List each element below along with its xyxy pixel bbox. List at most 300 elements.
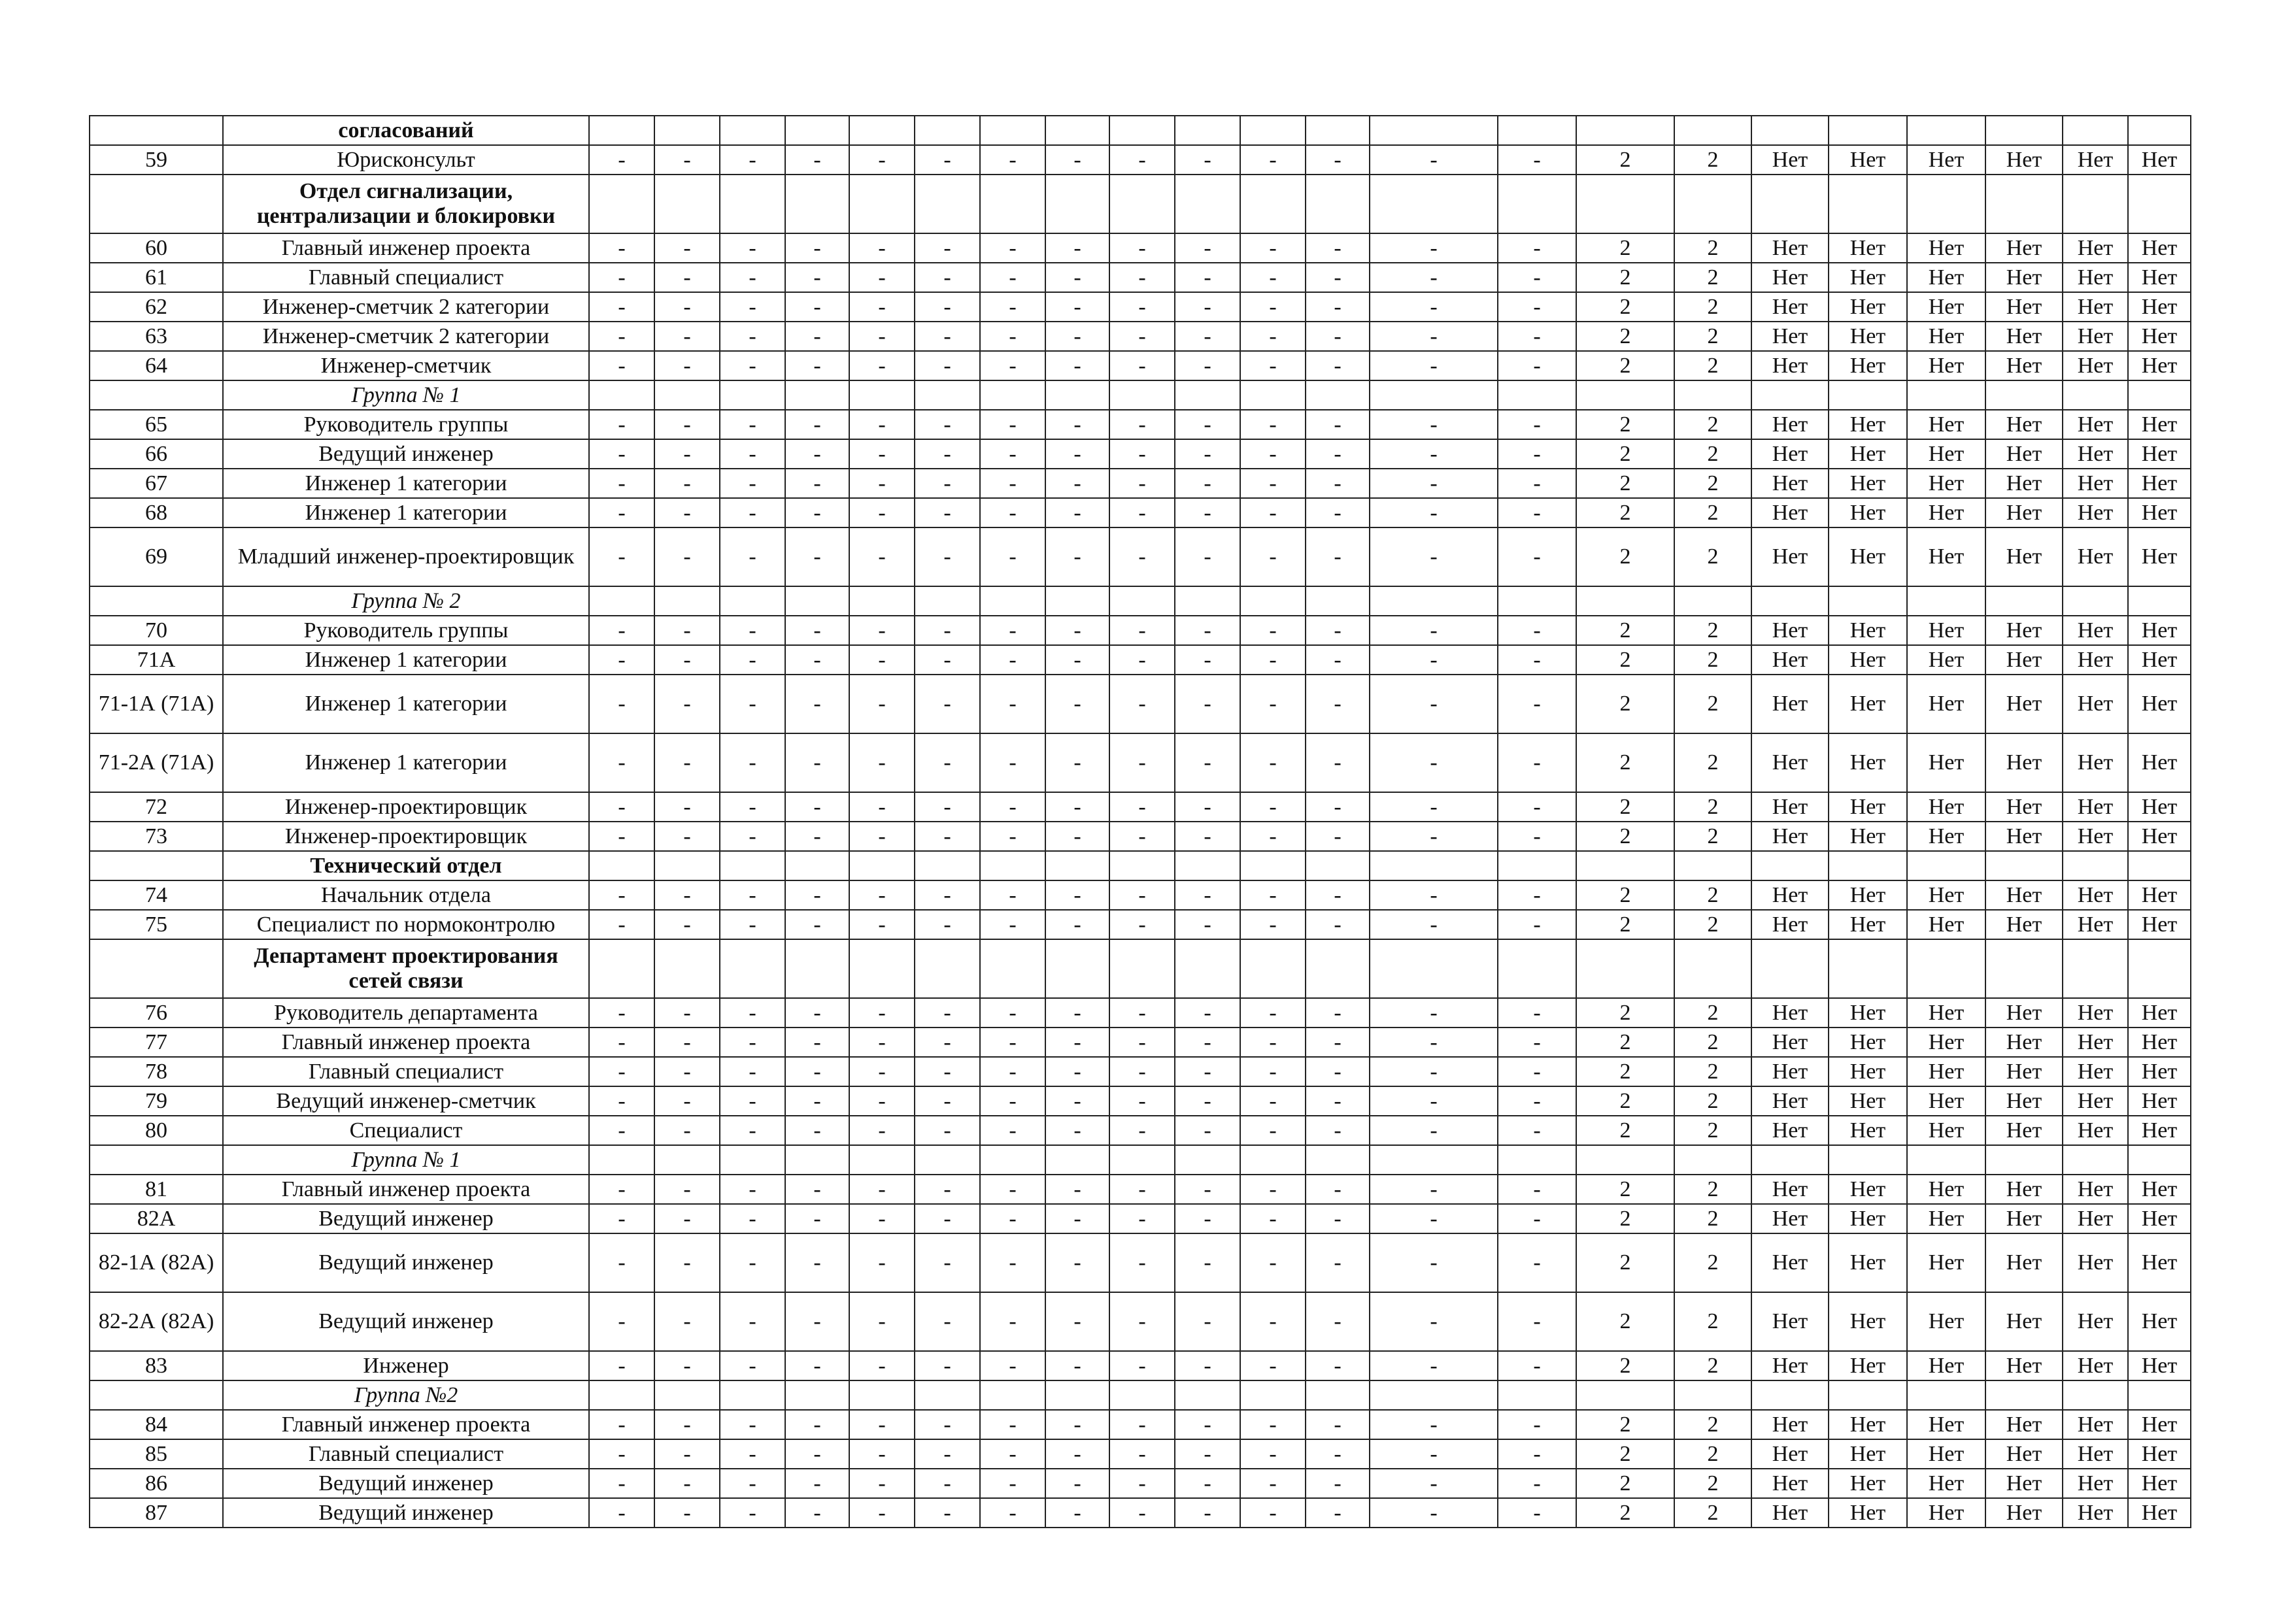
dash-cell: - [1109,998,1175,1028]
empty-cell [1576,851,1674,880]
position-name-cell: Главный специалист [223,263,589,292]
no-cell: Нет [1985,1204,2063,1233]
dash-cell: - [654,1028,720,1057]
dash-cell: - [654,1410,720,1439]
dash-cell: - [1045,616,1109,645]
no-cell: Нет [1751,675,1829,733]
row-number-cell: 60 [90,233,223,263]
dash-cell: - [589,822,654,851]
dash-cell: - [720,1116,785,1145]
table-row [90,1410,2191,1439]
dash-cell: - [1045,439,1109,469]
dash-cell: - [915,410,980,439]
no-cell: Нет [1907,527,1985,586]
position-name-cell: Ведущий инженер [223,1204,589,1233]
dash-cell: - [1240,1469,1306,1498]
no-cell: Нет [2063,645,2128,675]
no-cell: Нет [2128,351,2191,380]
no-cell: Нет [2063,1292,2128,1351]
empty-cell [1907,851,1985,880]
dash-cell: - [1109,1057,1175,1086]
dash-cell: - [589,527,654,586]
dash-cell: - [1175,1028,1240,1057]
dash-cell: - [915,1292,980,1351]
dash-cell: - [654,410,720,439]
dash-cell: - [720,410,785,439]
dash-cell: - [1045,1057,1109,1086]
dash-cell: - [1109,439,1175,469]
dash-cell: - [654,1204,720,1233]
empty-cell [1306,1380,1370,1410]
value-cell: 2 [1576,1116,1674,1145]
no-cell: Нет [1751,1410,1829,1439]
empty-cell [915,586,980,616]
dash-cell: - [1370,410,1498,439]
dash-cell: - [654,322,720,351]
dash-cell: - [1370,322,1498,351]
dash-cell: - [915,998,980,1028]
dash-cell: - [915,263,980,292]
dash-cell: - [849,733,915,792]
dash-cell: - [720,1086,785,1116]
dash-cell: - [1498,1057,1576,1086]
value-cell: 2 [1576,645,1674,675]
row-number-cell: 71А [90,645,223,675]
dash-cell: - [1240,1292,1306,1351]
no-cell: Нет [1751,733,1829,792]
no-cell: Нет [1985,351,2063,380]
empty-cell [1576,175,1674,233]
row-number-cell: 82-2А (82А) [90,1292,223,1351]
no-cell: Нет [2128,1351,2191,1380]
table-row [90,1057,2191,1086]
dash-cell: - [980,1469,1045,1498]
dash-cell: - [915,792,980,822]
dash-cell: - [1306,410,1370,439]
section-header-row [90,380,2191,410]
no-cell: Нет [1751,410,1829,439]
position-name-cell: Инженер 1 категории [223,498,589,527]
no-cell: Нет [1751,322,1829,351]
dash-cell: - [849,145,915,175]
dash-cell: - [1306,1469,1370,1498]
dash-cell: - [1306,733,1370,792]
no-cell: Нет [1829,910,1907,939]
no-cell: Нет [1829,792,1907,822]
dash-cell: - [589,469,654,498]
empty-cell [980,586,1045,616]
dash-cell: - [1240,145,1306,175]
empty-cell [2128,1380,2191,1410]
empty-cell [1045,175,1109,233]
no-cell: Нет [2063,1469,2128,1498]
no-cell: Нет [2063,145,2128,175]
empty-cell [1109,1145,1175,1175]
dash-cell: - [654,998,720,1028]
row-number-cell: 83 [90,1351,223,1380]
no-cell: Нет [1829,998,1907,1028]
no-cell: Нет [2128,645,2191,675]
empty-cell [720,939,785,998]
no-cell: Нет [1907,1086,1985,1116]
dash-cell: - [589,1498,654,1528]
empty-cell [1240,939,1306,998]
position-name-cell: Ведущий инженер [223,439,589,469]
empty-cell [915,380,980,410]
dash-cell: - [1498,498,1576,527]
position-name-cell: Младший инженер-проектировщик [223,527,589,586]
empty-cell [1498,116,1576,145]
no-cell: Нет [1751,1057,1829,1086]
dash-cell: - [849,1204,915,1233]
empty-cell [589,1380,654,1410]
empty-cell [849,1380,915,1410]
no-cell: Нет [1829,1204,1907,1233]
empty-cell [1370,939,1498,998]
empty-cell [980,939,1045,998]
empty-cell [1370,586,1498,616]
no-cell: Нет [1829,1086,1907,1116]
dash-cell: - [654,1116,720,1145]
dash-cell: - [1370,469,1498,498]
dash-cell: - [980,822,1045,851]
dash-cell: - [1109,1175,1175,1204]
no-cell: Нет [1829,233,1907,263]
empty-cell [785,116,849,145]
dash-cell: - [915,822,980,851]
no-cell: Нет [1985,792,2063,822]
dash-cell: - [720,1498,785,1528]
table-row [90,1351,2191,1380]
position-name-cell: Ведущий инженер-сметчик [223,1086,589,1116]
no-cell: Нет [1751,1351,1829,1380]
dash-cell: - [1306,1410,1370,1439]
dash-cell: - [980,498,1045,527]
dash-cell: - [1370,1086,1498,1116]
dash-cell: - [720,439,785,469]
dash-cell: - [1175,1410,1240,1439]
dash-cell: - [849,792,915,822]
no-cell: Нет [1985,880,2063,910]
dash-cell: - [849,1116,915,1145]
empty-cell [1907,380,1985,410]
no-cell: Нет [1907,1028,1985,1057]
dash-cell: - [1109,1469,1175,1498]
dash-cell: - [589,616,654,645]
no-cell: Нет [2128,1410,2191,1439]
dash-cell: - [849,910,915,939]
dash-cell: - [720,822,785,851]
position-name-cell: Ведущий инженер [223,1292,589,1351]
no-cell: Нет [2128,1233,2191,1292]
table-row [90,1439,2191,1469]
dash-cell: - [720,792,785,822]
no-cell: Нет [1829,733,1907,792]
no-cell: Нет [2063,1116,2128,1145]
no-cell: Нет [1907,1469,1985,1498]
value-cell: 2 [1576,527,1674,586]
no-cell: Нет [2128,1469,2191,1498]
row-number-cell: 75 [90,910,223,939]
empty-cell [849,939,915,998]
empty-cell [720,1145,785,1175]
no-cell: Нет [2063,292,2128,322]
dash-cell: - [720,675,785,733]
value-cell: 2 [1674,498,1751,527]
dash-cell: - [654,145,720,175]
dash-cell: - [720,1057,785,1086]
no-cell: Нет [1907,263,1985,292]
dash-cell: - [1045,292,1109,322]
dash-cell: - [1240,1028,1306,1057]
empty-cell [720,380,785,410]
empty-cell [849,175,915,233]
empty-cell [1751,586,1829,616]
dash-cell: - [1109,1292,1175,1351]
no-cell: Нет [2128,1498,2191,1528]
dash-cell: - [589,880,654,910]
dash-cell: - [1370,1498,1498,1528]
dash-cell: - [1175,439,1240,469]
no-cell: Нет [1751,1469,1829,1498]
value-cell: 2 [1674,322,1751,351]
dash-cell: - [980,1351,1045,1380]
value-cell: 2 [1674,1233,1751,1292]
empty-cell [2063,380,2128,410]
no-cell: Нет [1985,1057,2063,1086]
value-cell: 2 [1674,1086,1751,1116]
no-cell: Нет [1907,292,1985,322]
dash-cell: - [785,233,849,263]
dash-cell: - [654,792,720,822]
table-row [90,469,2191,498]
dash-cell: - [1498,880,1576,910]
dash-cell: - [915,1498,980,1528]
dash-cell: - [589,1086,654,1116]
dash-cell: - [849,1439,915,1469]
row-number-cell: 61 [90,263,223,292]
empty-cell [2063,851,2128,880]
dash-cell: - [915,1410,980,1439]
dash-cell: - [1370,998,1498,1028]
empty-cell [2063,116,2128,145]
dash-cell: - [1370,498,1498,527]
dash-cell: - [1109,410,1175,439]
dash-cell: - [1175,1233,1240,1292]
dash-cell: - [589,145,654,175]
dash-cell: - [720,292,785,322]
dash-cell: - [849,469,915,498]
no-cell: Нет [1751,1233,1829,1292]
dash-cell: - [654,645,720,675]
row-number-cell: 78 [90,1057,223,1086]
dash-cell: - [980,292,1045,322]
no-cell: Нет [1751,880,1829,910]
value-cell: 2 [1674,1469,1751,1498]
dash-cell: - [1370,1116,1498,1145]
table-row [90,1116,2191,1145]
table-row [90,351,2191,380]
empty-cell [980,380,1045,410]
value-cell: 2 [1576,822,1674,851]
empty-cell [1907,175,1985,233]
dash-cell: - [589,233,654,263]
dash-cell: - [589,998,654,1028]
dash-cell: - [1045,1086,1109,1116]
value-cell: 2 [1576,1057,1674,1086]
table-row [90,233,2191,263]
dash-cell: - [915,469,980,498]
row-number-cell: 63 [90,322,223,351]
dash-cell: - [980,1116,1045,1145]
empty-cell [1985,939,2063,998]
dash-cell: - [1240,910,1306,939]
dash-cell: - [1498,1233,1576,1292]
value-cell: 2 [1674,469,1751,498]
dash-cell: - [1045,645,1109,675]
dash-cell: - [654,469,720,498]
dash-cell: - [849,822,915,851]
dash-cell: - [1109,1116,1175,1145]
no-cell: Нет [1829,145,1907,175]
dash-cell: - [1370,1439,1498,1469]
dash-cell: - [915,322,980,351]
dash-cell: - [1240,1057,1306,1086]
no-cell: Нет [1907,675,1985,733]
no-cell: Нет [2063,880,2128,910]
no-cell: Нет [1751,498,1829,527]
dash-cell: - [849,1351,915,1380]
dash-cell: - [589,1292,654,1351]
no-cell: Нет [1907,616,1985,645]
dash-cell: - [1045,469,1109,498]
dash-cell: - [720,880,785,910]
value-cell: 2 [1674,263,1751,292]
dash-cell: - [1498,1086,1576,1116]
dash-cell: - [1109,910,1175,939]
no-cell: Нет [2128,233,2191,263]
value-cell: 2 [1576,616,1674,645]
dash-cell: - [1045,322,1109,351]
empty-cell [1370,851,1498,880]
no-cell: Нет [1907,792,1985,822]
dash-cell: - [1370,1204,1498,1233]
position-name-cell: Главный инженер проекта [223,1028,589,1057]
section-header-row [90,586,2191,616]
no-cell: Нет [1985,469,2063,498]
dash-cell: - [1306,1351,1370,1380]
no-cell: Нет [1829,498,1907,527]
value-cell: 2 [1674,616,1751,645]
dash-cell: - [980,616,1045,645]
dash-cell: - [785,1086,849,1116]
dash-cell: - [915,1233,980,1292]
dash-cell: - [785,351,849,380]
dash-cell: - [1370,733,1498,792]
no-cell: Нет [1985,645,2063,675]
table-row [90,733,2191,792]
row-number-cell: 68 [90,498,223,527]
empty-cell [1175,116,1240,145]
dash-cell: - [1240,351,1306,380]
dash-cell: - [1240,322,1306,351]
empty-cell [2128,851,2191,880]
no-cell: Нет [1829,645,1907,675]
no-cell: Нет [2063,910,2128,939]
dash-cell: - [1498,1175,1576,1204]
row-number-cell: 86 [90,1469,223,1498]
no-cell: Нет [1829,616,1907,645]
dash-cell: - [654,616,720,645]
empty-cell [1674,380,1751,410]
dash-cell: - [1045,1439,1109,1469]
dash-cell: - [915,910,980,939]
no-cell: Нет [1907,1204,1985,1233]
empty-cell [915,939,980,998]
dash-cell: - [1175,1086,1240,1116]
dash-cell: - [849,880,915,910]
empty-cell [1306,586,1370,616]
empty-cell [1576,1380,1674,1410]
dash-cell: - [785,675,849,733]
dash-cell: - [1109,263,1175,292]
position-name-cell: Инженер-проектировщик [223,792,589,822]
no-cell: Нет [2128,527,2191,586]
dash-cell: - [1240,1116,1306,1145]
empty-cell [1985,1380,2063,1410]
value-cell: 2 [1674,351,1751,380]
table-row [90,263,2191,292]
dash-cell: - [785,1175,849,1204]
dash-cell: - [785,1116,849,1145]
dash-cell: - [1306,1233,1370,1292]
no-cell: Нет [2063,998,2128,1028]
table-row [90,145,2191,175]
dash-cell: - [1370,675,1498,733]
dash-cell: - [1240,998,1306,1028]
value-cell: 2 [1674,1028,1751,1057]
no-cell: Нет [2128,616,2191,645]
dash-cell: - [980,469,1045,498]
dash-cell: - [1370,792,1498,822]
position-name-cell: Начальник отдела [223,880,589,910]
dash-cell: - [1175,410,1240,439]
empty-cell [2063,939,2128,998]
section-header-row [90,939,2191,998]
value-cell: 2 [1674,1204,1751,1233]
empty-cell [654,175,720,233]
position-name-cell: Главный специалист [223,1057,589,1086]
dash-cell: - [915,880,980,910]
dash-cell: - [720,1233,785,1292]
empty-cell [980,1380,1045,1410]
value-cell: 2 [1576,292,1674,322]
dash-cell: - [1109,527,1175,586]
empty-cell [785,1145,849,1175]
value-cell: 2 [1576,910,1674,939]
dash-cell: - [915,675,980,733]
dash-cell: - [1370,527,1498,586]
dash-cell: - [785,733,849,792]
dash-cell: - [785,1410,849,1439]
dash-cell: - [1240,1439,1306,1469]
value-cell: 2 [1576,439,1674,469]
dash-cell: - [1370,645,1498,675]
dash-cell: - [1498,1351,1576,1380]
dash-cell: - [1175,1498,1240,1528]
empty-cell [2128,1145,2191,1175]
dash-cell: - [654,910,720,939]
